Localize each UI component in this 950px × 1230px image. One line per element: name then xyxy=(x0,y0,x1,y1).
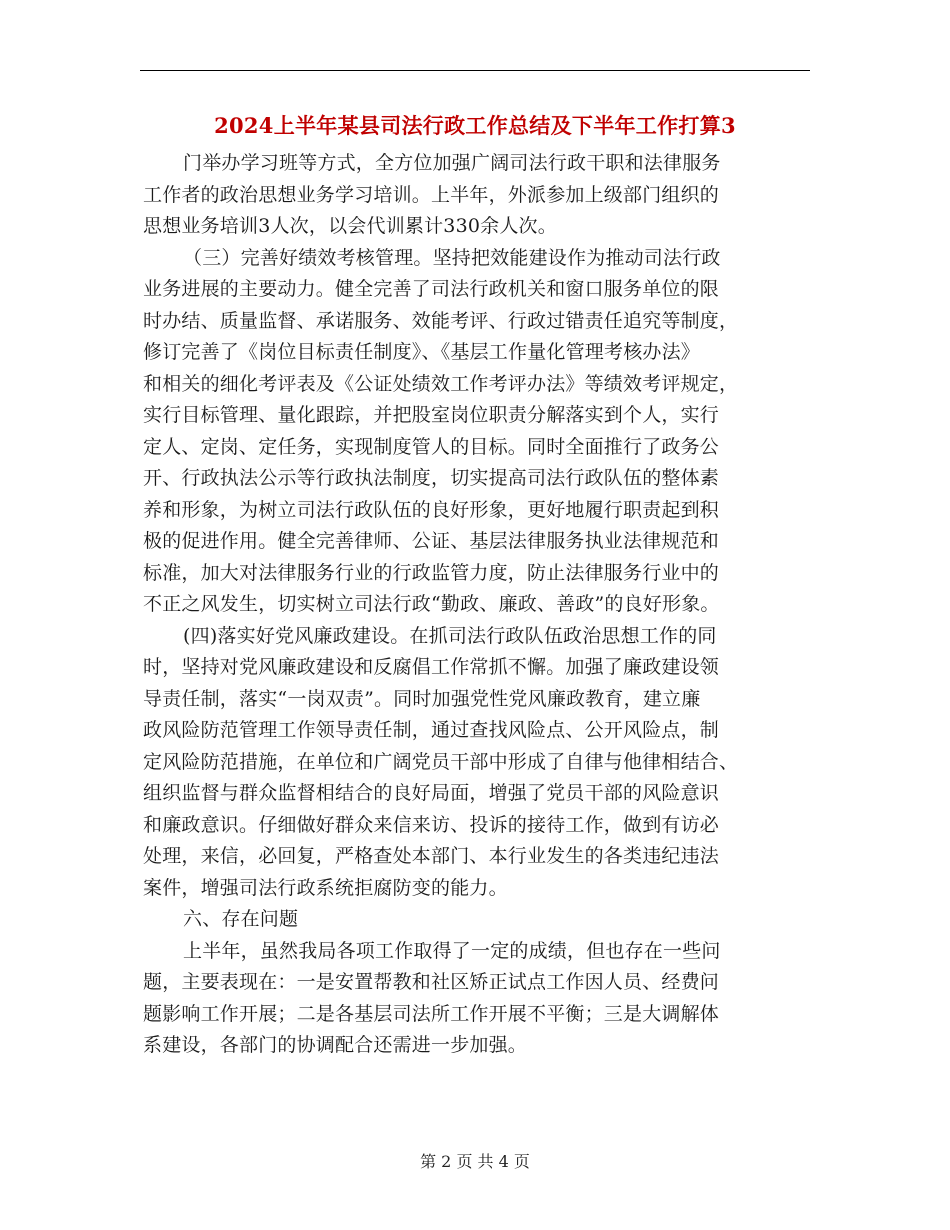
text-line: 业务进展的主要动力。健全完善了司法行政机关和窗口服务单位的限 xyxy=(143,278,720,300)
document-title: 2024上半年某县司法行政工作总结及下半年工作打算3 xyxy=(214,113,736,138)
text-line: 导责任制，落实“一岗双责”。同时加强党性党风廉政教育，建立廉 xyxy=(143,687,701,710)
text-line: （三）完善好绩效考核管理。坚持把效能建设作为推动司法行政 xyxy=(183,246,721,269)
text-line: 处理，来信，必回复，严格查处本部门、本行业发生的各类违纪违法 xyxy=(143,845,720,867)
text-line: 标准，加大对法律服务行业的行政监管力度，防止法律服务行业中的 xyxy=(143,561,720,584)
text-line: 系建设，各部门的协调配合还需进一步加强。 xyxy=(143,1034,528,1056)
text-line: 组织监督与群众监督相结合的良好局面，增强了党员干部的风险意识 xyxy=(143,782,720,804)
text-line: 和廉政意识。仔细做好群众来信来访、投诉的接待工作，做到有访必 xyxy=(143,813,720,836)
page-number: 第 2 页 共 4 页 xyxy=(420,1152,530,1171)
text-line: (四)落实好党风廉政建设。在抓司法行政队伍政治思想工作的同 xyxy=(183,624,717,647)
text-line: 六、存在问题 xyxy=(183,908,299,930)
text-line: 政风险防范管理工作领导责任制，通过查找风险点、公开风险点，制 xyxy=(143,719,720,741)
text-line: 工作者的政治思想业务学习培训。上半年，外派参加上级部门组织的 xyxy=(143,183,720,206)
text-line: 题影响工作开展；二是各基层司法所工作开展不平衡；三是大调解体 xyxy=(143,1002,720,1025)
text-line: 定人、定岗、定任务，实现制度管人的目标。同时全面推行了政务公 xyxy=(143,435,720,458)
header-rule xyxy=(140,70,810,71)
text-line: 修订完善了《岗位目标责任制度》、《基层工作量化管理考核办法》 xyxy=(143,341,701,363)
text-line: 时，坚持对党风廉政建设和反腐倡工作常抓不懈。加强了廉政建设领 xyxy=(143,656,720,678)
text-line: 和相关的细化考评表及《公证处绩效工作考评办法》等绩效考评规定， xyxy=(143,372,739,395)
text-line: 不正之风发生，切实树立司法行政“勤政、廉政、善政”的良好形象。 xyxy=(143,593,720,615)
text-line: 思想业务培训3人次，以会代训累计330余人次。 xyxy=(143,215,557,237)
text-line: 题，主要表现在：一是安置帮教和社区矫正试点工作因人员、经费问 xyxy=(143,971,720,993)
text-line: 上半年，虽然我局各项工作取得了一定的成绩，但也存在一些问 xyxy=(183,939,721,962)
document-body xyxy=(143,148,813,1062)
text-line: 定风险防范措施，在单位和广阔党员干部中形成了自律与他律相结合、 xyxy=(143,750,739,773)
text-line: 门举办学习班等方式，全方位加强广阔司法行政干职和法律服务 xyxy=(183,152,721,174)
text-line: 案件，增强司法行政系统拒腐防变的能力。 xyxy=(143,876,508,899)
text-line: 开、行政执法公示等行政执法制度，切实提高司法行政队伍的整体素 xyxy=(143,467,720,489)
text-line: 养和形象，为树立司法行政队伍的良好形象，更好地履行职责起到积 xyxy=(143,498,720,521)
text-line: 实行目标管理、量化跟踪，并把股室岗位职责分解落实到个人，实行 xyxy=(143,404,720,426)
text-line: 极的促进作用。健全完善律师、公证、基层法律服务执业法律规范和 xyxy=(143,530,720,552)
text-line: 时办结、质量监督、承诺服务、效能考评、行政过错责任追究等制度， xyxy=(143,309,739,332)
